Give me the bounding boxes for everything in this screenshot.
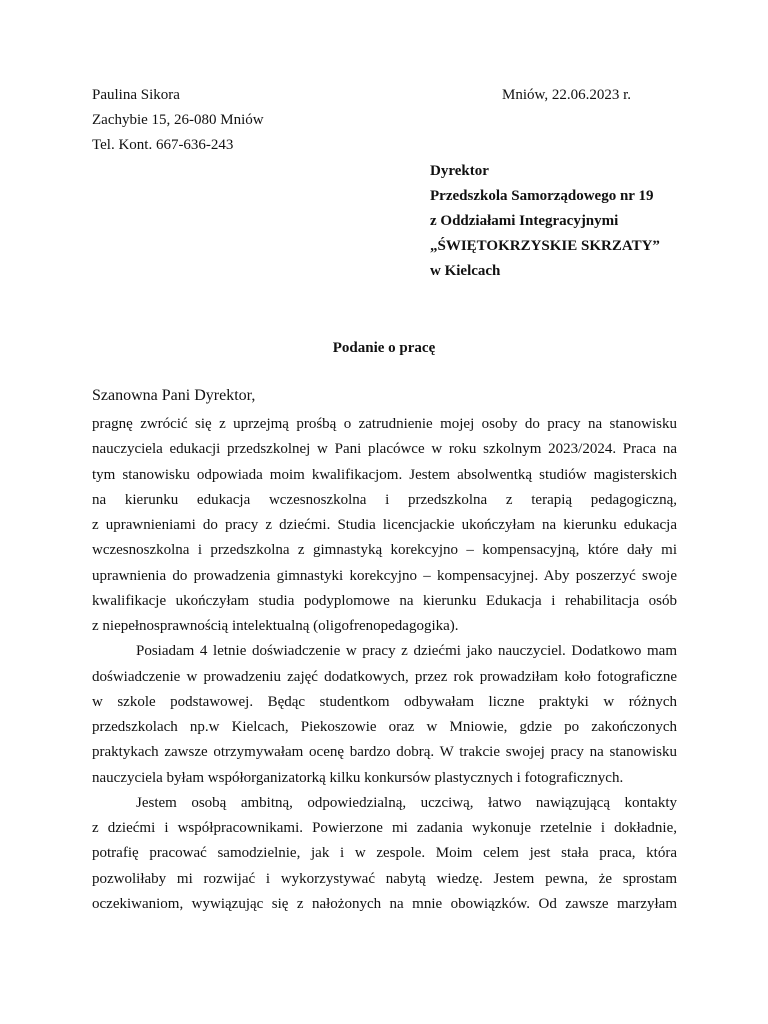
body-line: z uprawnieniami do pracy z dziećmi. Studia licencjackie ukończyłam na kierunku edukacja xyxy=(92,517,677,533)
letter-subject: Podanie o pracę xyxy=(332,340,436,356)
recipient-line: w Kielcach xyxy=(430,263,501,279)
sender-block xyxy=(92,86,264,161)
body-line: wczesnoszkolna i przedszkolna z gimnastyką korekcyjno – kompensacyjną, które dały mi xyxy=(92,542,677,559)
sender-address: Zachybie 15, 26-080 Mniów xyxy=(92,112,264,128)
body-line: potrafię pracować samodzielnie, jak i w zespole. Moim celem jest stała praca, która xyxy=(92,845,677,862)
recipient-line: Dyrektor xyxy=(430,163,489,179)
body-line: kwalifikacje ukończyłam studia podyplomowe na kierunku Edukacja i rehabilitacja osób xyxy=(92,592,677,609)
body-line: pragnę zwrócić się z uprzejmą prośbą o zatrudnienie mojej osoby do pracy na stanowisku xyxy=(92,416,677,432)
place-date: Mniów, 22.06.2023 r. xyxy=(502,87,632,103)
body-line: na kierunku edukacja wczesnoszkolna i przedszkolna z terapią pedagogiczną, xyxy=(92,491,677,508)
body-line: z dziećmi i współpracownikami. Powierzone mi zadania wykonuje rzetelnie i dokładnie, xyxy=(92,820,677,836)
body-line: w szkole podstawowej. Będąc studentkom odbywałam liczne praktyki w różnych xyxy=(92,693,677,710)
body-line: Jestem osobą ambitną, odpowiedzialną, uczciwą, łatwo nawiązującą kontakty xyxy=(136,794,677,811)
recipient-line: „ŚWIĘTOKRZYSKIE SKRZATY” xyxy=(430,238,660,254)
body-line: nauczyciela edukacji przedszkolnej w Pani placówce w roku szkolnym 2023/2024. Praca na xyxy=(92,441,677,458)
body-line: tym stanowisku odpowiada moim kwalifikacjom. Jestem absolwentką studiów magisterskich xyxy=(92,466,677,483)
recipient-line: z Oddziałami Integracyjnymi xyxy=(430,213,619,229)
body-line: praktykach zawsze otrzymywałam ocenę bardzo dobrą. W trakcie swojej pracy na stanowisku xyxy=(92,744,677,761)
body-line: uprawnienia do prowadzenia gimnastyki korekcyjno – kompensacyjnej. Aby poszerzyć swoje xyxy=(92,567,677,584)
body-line: Posiadam 4 letnie doświadczenie w pracy z dziećmi jako nauczyciel. Dodatkowo mam xyxy=(136,643,677,660)
body-line: oczekiwaniom, wywiązując się z nałożonych na mnie obowiązków. Od zawsze marzyłam xyxy=(92,895,677,912)
letter-body xyxy=(92,412,677,917)
body-line: nauczyciela byłam współorganizatorką kilku konkursów plastycznych i fotograficznych. xyxy=(92,769,624,786)
sender-phone: Tel. Kont. 667-636-243 xyxy=(92,137,234,153)
body-line: przedszkolach np.w Kielcach, Piekoszowie oraz w Mniowie, gdzie po zakończonych xyxy=(92,719,677,735)
body-line: doświadczenie w prowadzeniu zajęć dodatkowych, przez rok prowadziłam koło fotograficzne xyxy=(92,668,677,685)
sender-name: Paulina Sikora xyxy=(92,87,180,103)
body-line: z niepełnosprawnością intelektualną (oligofrenopedagogika). xyxy=(92,618,459,634)
recipient-block xyxy=(430,162,660,287)
recipient-line: Przedszkola Samorządowego nr 19 xyxy=(430,188,654,204)
letter-greeting: Szanowna Pani Dyrektor, xyxy=(92,387,256,404)
body-line: pozwoliłaby mi rozwijać i wykorzystywać nabytą wiedzę. Jestem pewna, że sprostam xyxy=(92,870,677,887)
